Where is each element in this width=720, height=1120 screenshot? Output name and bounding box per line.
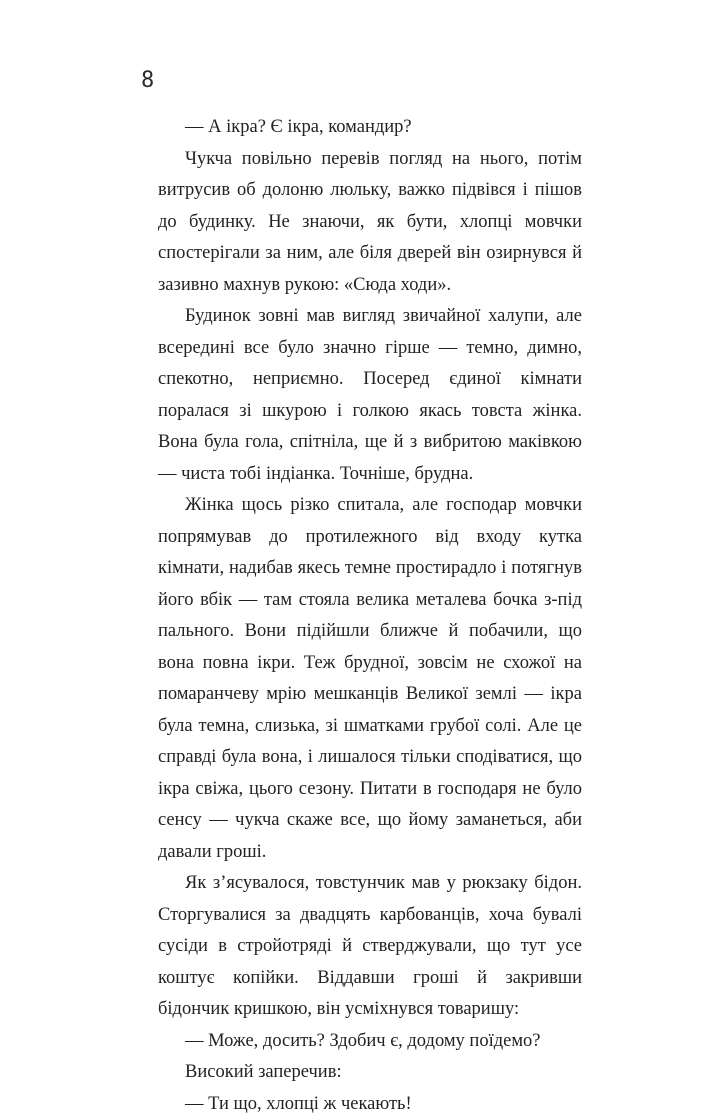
paragraph: — А ікра? Є ікра, командир? [158, 112, 582, 144]
paragraph: Як з’ясувалося, товстунчик мав у рюкзаку бідон. Сторгувалися за двадцять карбованців, хоча бувалі сусіди в стройотряді й стверджували, що тут усе коштує копійки. Віддавши гроші й закривши бідончик кришкою, він усміхнувся товаришу: [158, 868, 582, 1026]
text-body [158, 112, 582, 1120]
paragraph: Будинок зовні мав вигляд звичайної халупи, але всередині все було значно гірше — темно, димно, спекотно, неприємно. Посеред єдиної кімнати поралася зі шкурою і голкою якась товста жінка. Вона була гола, спітніла, ще й з вибритою маківкою — чиста тобі індіанка. Точніше, брудна. [158, 301, 582, 490]
paragraph: Чукча повільно перевів погляд на нього, потім витрусив об долоню люльку, важко підвівся і пішов до будинку. Не знаючи, як бути, хлопці мовчки спостерігали за ним, але біля дверей він озирнувся й зазивно махнув рукою: «Сюда ходи». [158, 144, 582, 302]
paragraph: Високий заперечив: [158, 1057, 582, 1089]
page-number: 8 [141, 70, 154, 92]
paragraph: — Може, досить? Здобич є, додому поїдемо? [158, 1026, 582, 1058]
paragraph: Жінка щось різко спитала, але господар мовчки попрямував до протилежного від входу кутка кімнати, надибав якесь темне простирадло і потягнув його вбік — там стояла велика металева бочка з-під пального. Вони підійшли ближче й побачили, що вона повна ікри. Теж брудної, зовсім не схожої на помаранчеву мрію мешканців Великої землі — ікра була темна, слизька, зі шматками грубої солі. Але це справді була вона, і лишалося тільки сподіватися, що ікра свіжа, цього сезону. Питати в господаря не було сенсу — чукча скаже все, що йому заманеться, аби давали гроші. [158, 490, 582, 868]
paragraph: — Ти що, хлопці ж чекають! [158, 1089, 582, 1120]
